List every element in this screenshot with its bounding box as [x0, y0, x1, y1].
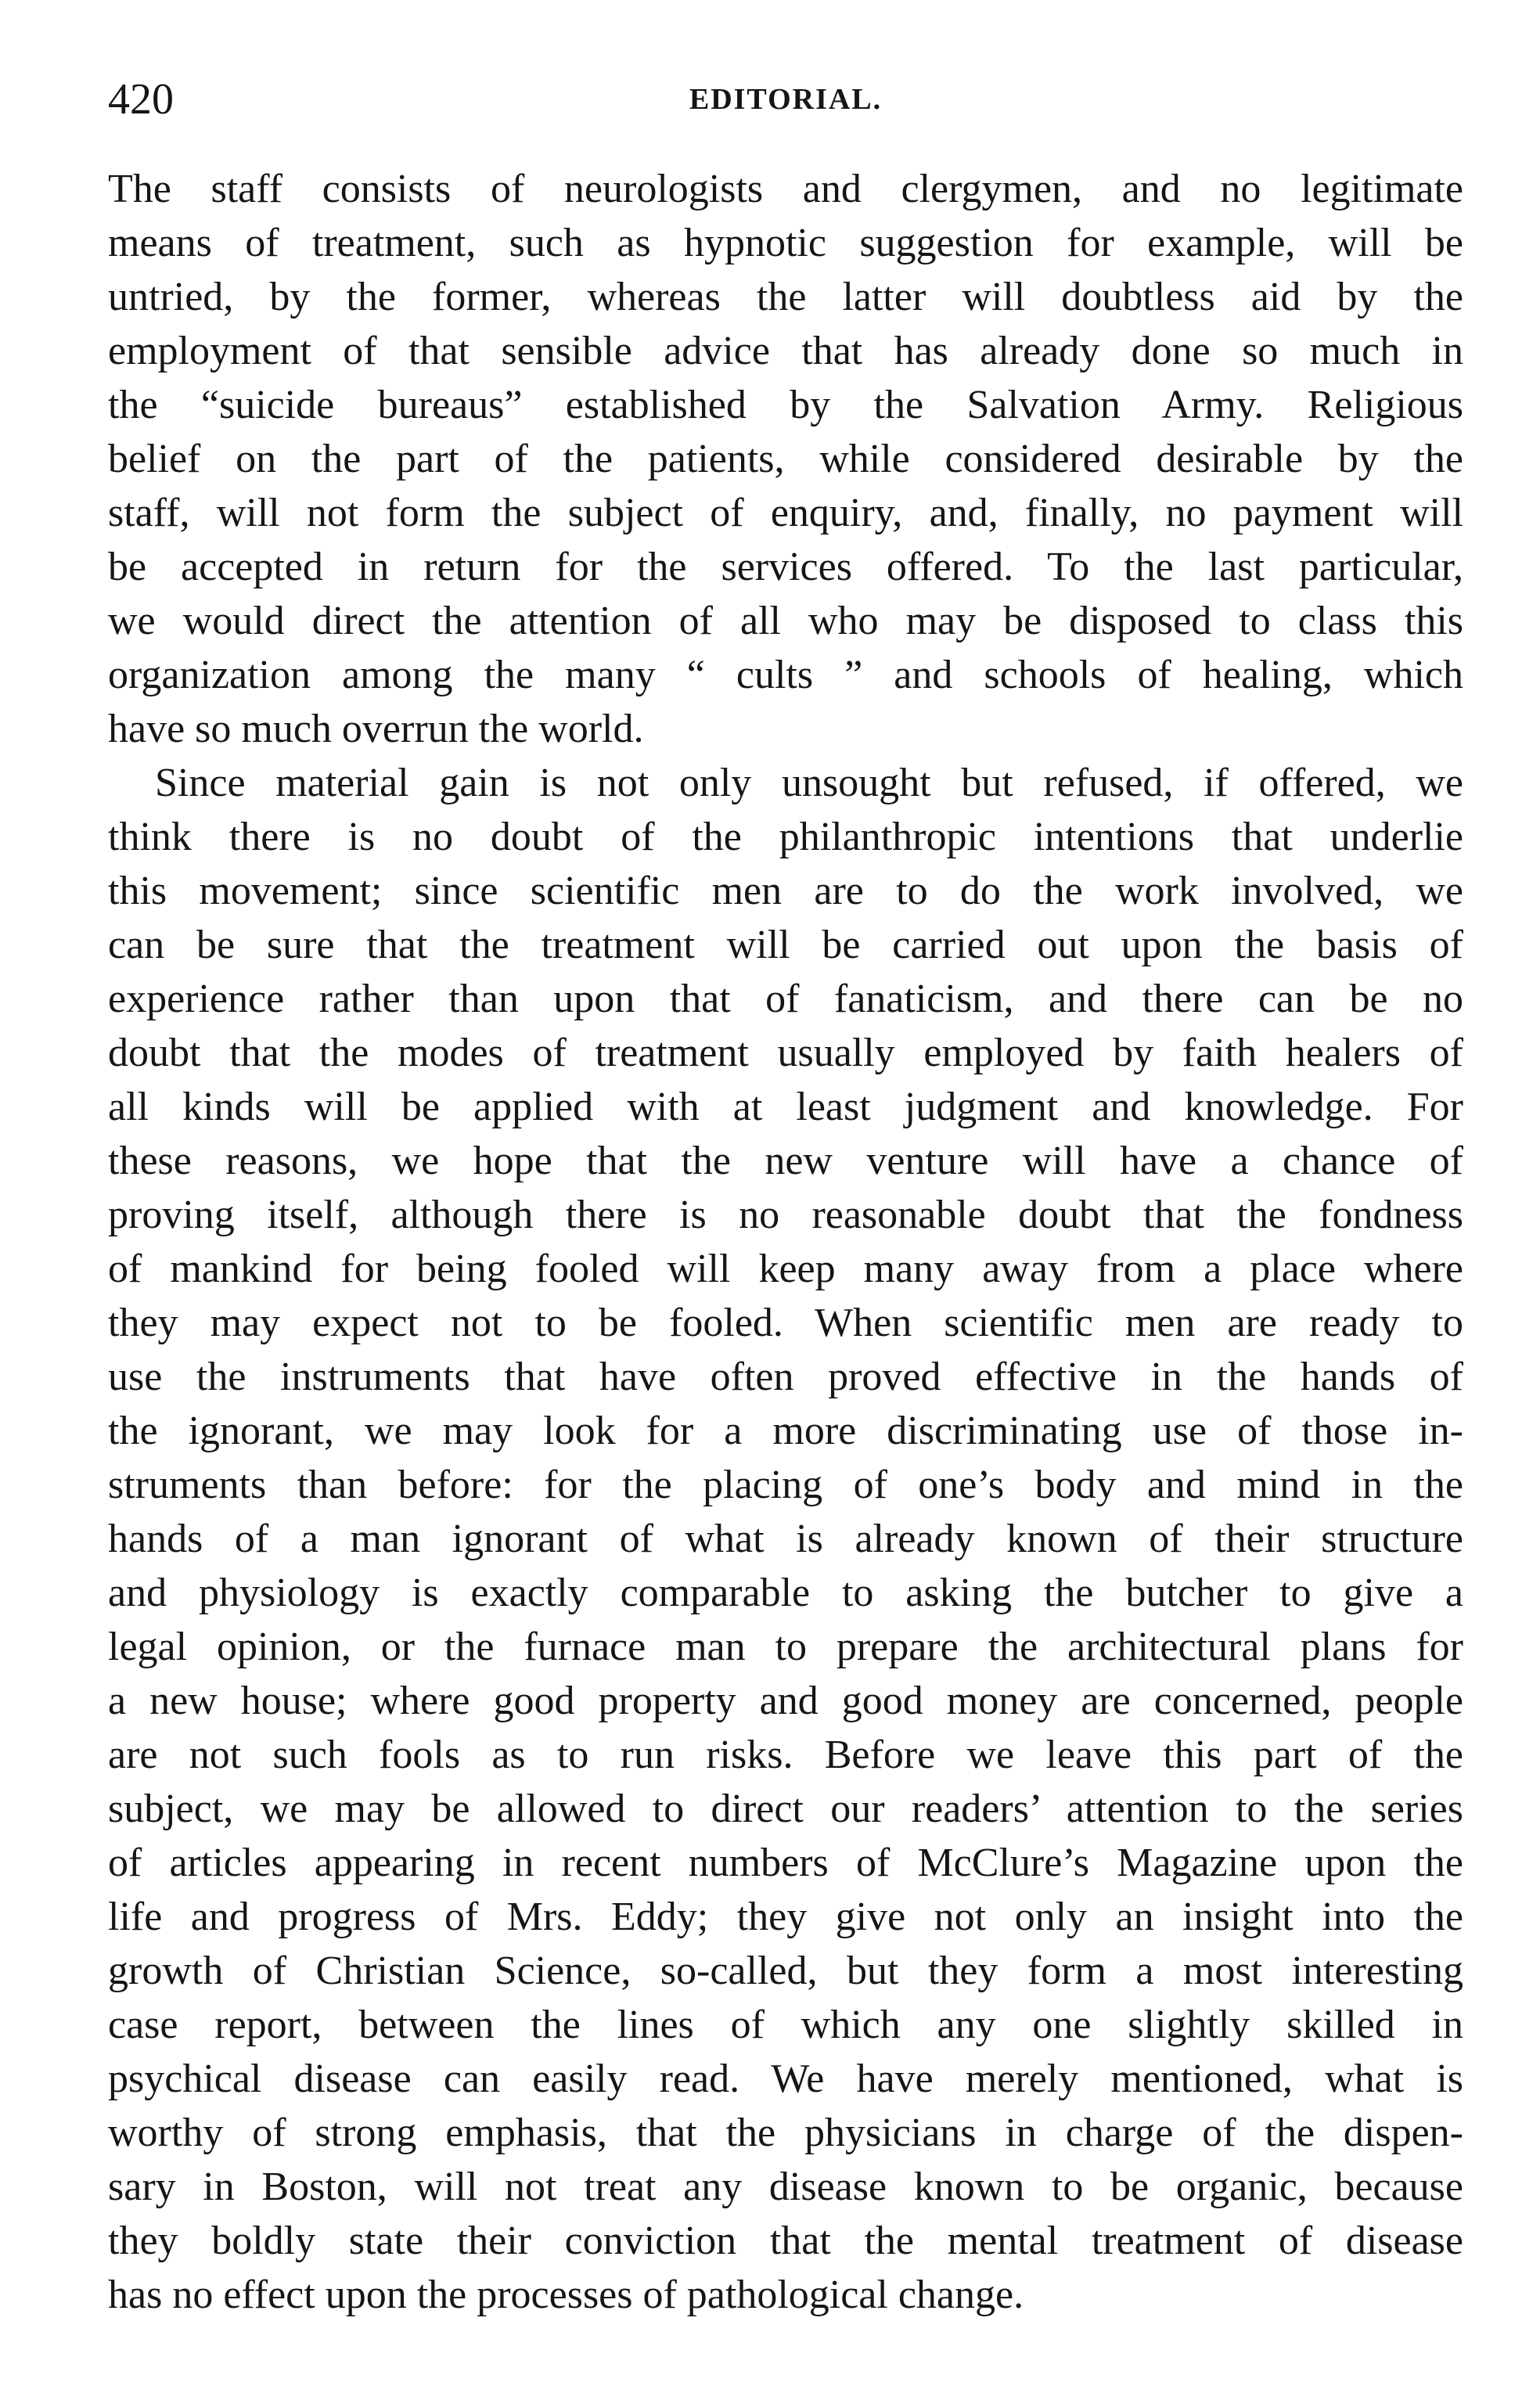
page-number: 420: [108, 75, 174, 124]
text-line: these reasons, we hope that the new venture will have a chance of: [108, 1139, 1463, 1183]
text-line: can be sure that the treatment will be carried out upon the basis of: [108, 923, 1463, 967]
text-line: a new house; where good property and good money are concerned, people: [108, 1679, 1463, 1723]
text-line: psychical disease can easily read. We have merely mentioned, what is: [108, 2057, 1463, 2101]
text-line: employment of that sensible advice that has already done so much in: [108, 329, 1463, 373]
text-line: have so much overrun the world.: [108, 707, 644, 751]
text-line: belief on the part of the patients, while considered desirable by the: [108, 437, 1463, 481]
paragraph-1: [108, 162, 1463, 756]
text-line: sary in Boston, will not treat any disease known to be organic, because: [108, 2165, 1463, 2209]
paragraph-2: [108, 756, 1463, 2322]
text-line: staff, will not form the subject of enquiry, and, finally, no payment will: [108, 491, 1463, 535]
text-line: of articles appearing in recent numbers of McClure’s Magazine upon the: [108, 1841, 1463, 1885]
text-line: legal opinion, or the furnace man to prepare the architectural plans for: [108, 1625, 1463, 1669]
text-line: subject, we may be allowed to direct our readers’ attention to the series: [108, 1787, 1463, 1831]
text-line: The staff consists of neurologists and clergymen, and no legitimate: [108, 167, 1463, 211]
text-line: has no effect upon the processes of pathological change.: [108, 2273, 1024, 2317]
text-line: worthy of strong emphasis, that the physicians in charge of the dispen-: [108, 2111, 1463, 2155]
text-line: the “suicide bureaus” established by the Salvation Army. Religious: [108, 383, 1463, 427]
text-line: the ignorant, we may look for a more discriminating use of those in-: [108, 1409, 1463, 1453]
text-line: proving itself, although there is no reasonable doubt that the fondness: [108, 1193, 1463, 1237]
text-line: growth of Christian Science, so-called, but they form a most interesting: [108, 1949, 1463, 1993]
text-line: case report, between the lines of which any one slightly skilled in: [108, 2003, 1463, 2047]
text-line: are not such fools as to run risks. Before we leave this part of the: [108, 1733, 1463, 1777]
text-line: untried, by the former, whereas the latter will doubtless aid by the: [108, 275, 1463, 319]
text-line: Since material gain is not only unsought but refused, if offered, we: [155, 761, 1463, 805]
text-line: life and progress of Mrs. Eddy; they give not only an insight into the: [108, 1895, 1463, 1939]
text-line: they boldly state their conviction that the mental treatment of disease: [108, 2219, 1463, 2263]
text-line: of mankind for being fooled will keep many away from a place where: [108, 1247, 1463, 1291]
text-line: struments than before: for the placing of one’s body and mind in the: [108, 1463, 1463, 1507]
text-line: and physiology is exactly comparable to asking the butcher to give a: [108, 1571, 1463, 1615]
text-line: think there is no doubt of the philanthropic intentions that underlie: [108, 815, 1463, 859]
text-line: this movement; since scientific men are to do the work involved, we: [108, 869, 1463, 913]
text-line: we would direct the attention of all who may be disposed to class this: [108, 599, 1463, 643]
text-line: they may expect not to be fooled. When scientific men are ready to: [108, 1301, 1463, 1345]
text-line: means of treatment, such as hypnotic suggestion for example, will be: [108, 221, 1463, 265]
text-line: organization among the many “ cults ” and schools of healing, which: [108, 653, 1463, 697]
text-line: doubt that the modes of treatment usually employed by faith healers of: [108, 1031, 1463, 1075]
text-line: hands of a man ignorant of what is already known of their structure: [108, 1517, 1463, 1561]
page-header: [108, 72, 1463, 127]
text-line: use the instruments that have often proved effective in the hands of: [108, 1355, 1463, 1399]
text-line: experience rather than upon that of fanaticism, and there can be no: [108, 977, 1463, 1021]
text-line: all kinds will be applied with at least judgment and knowledge. For: [108, 1085, 1463, 1129]
text-line: be accepted in return for the services offered. To the last particular,: [108, 545, 1463, 589]
body-text: [108, 162, 1463, 2322]
running-head: EDITORIAL.: [689, 83, 883, 116]
